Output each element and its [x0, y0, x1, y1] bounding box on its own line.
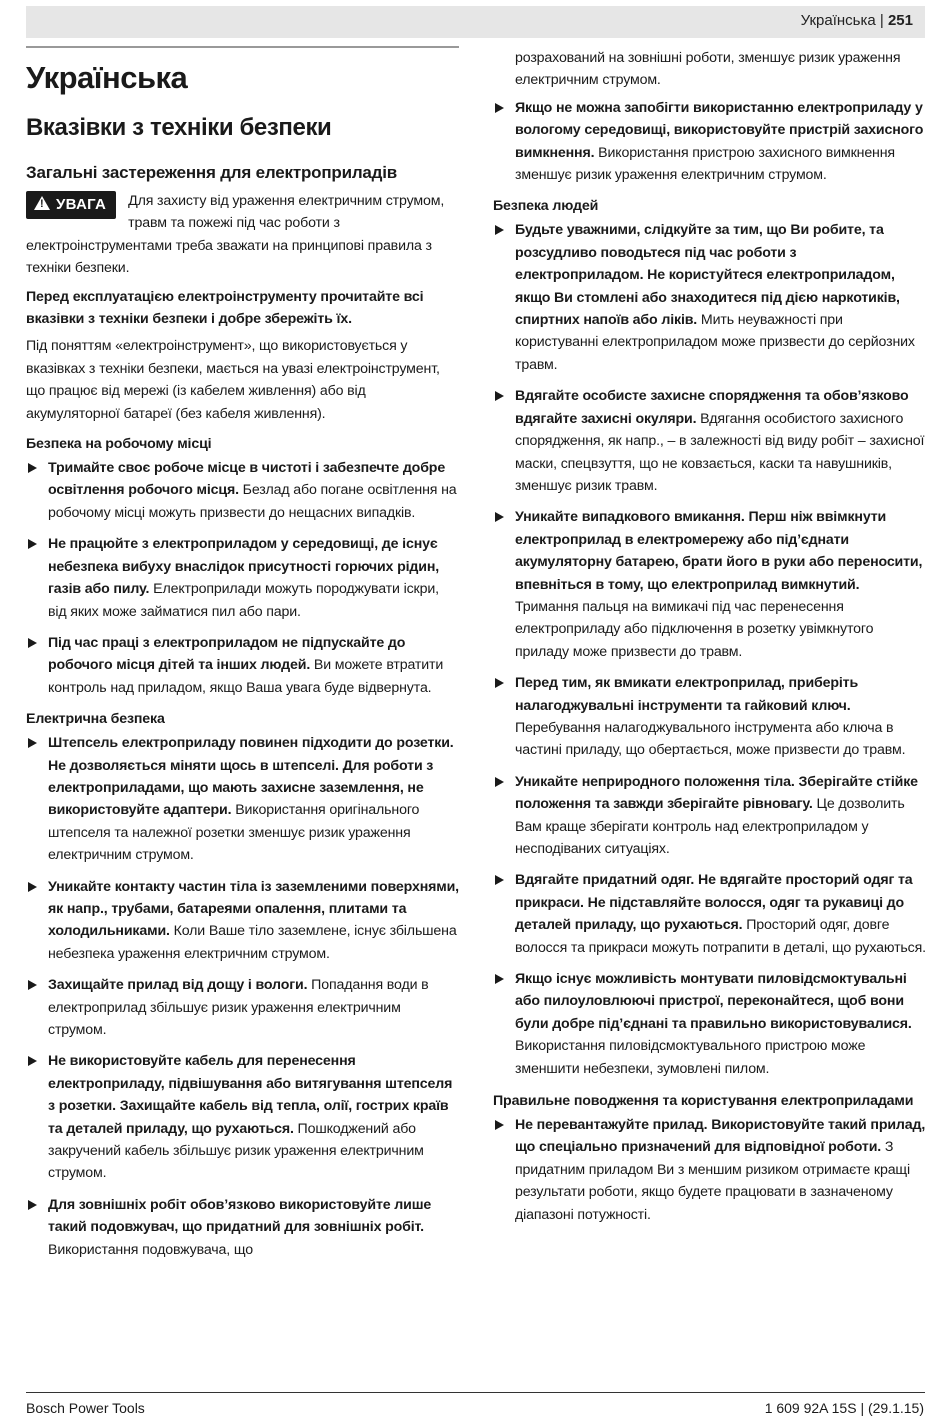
item-bold-text: Уникайте неприродного положення тіла. Зберігайте стійке положення та завжди зберігайте рівновагу. — [515, 773, 918, 813]
page-number: 251 — [887, 12, 913, 29]
title-rule — [26, 46, 459, 48]
warning-badge — [26, 191, 116, 219]
list-item — [26, 732, 459, 866]
warning-text: Для захисту від ураження електричним струмом, травм та пожежі під час роботи з електроінструментами треба зважати на принципові правила з техніки безпеки. — [26, 193, 445, 277]
list-item — [493, 672, 926, 762]
definition-paragraph: Під поняттям «електроінструмент», що використовується у вказівках з техніки безпеки, мається на увазі електроінструмент, що працює від мережі (із кабелем живлення) або від акумуляторної батареї (без кабеля живлення). — [26, 338, 440, 422]
continuation-text: розрахований на зовнішні роботи, зменшує ризик ураження електричним струмом. — [515, 50, 901, 89]
bullet-arrow-icon — [495, 875, 504, 885]
list-item — [26, 533, 459, 623]
item-text: Ви можете втратити контроль над приладом, якщо Ваша увага буде відвернута. — [48, 657, 444, 696]
bullet-arrow-icon — [495, 1120, 504, 1130]
warning-block — [26, 190, 459, 280]
list-item — [26, 457, 459, 524]
workplace-list — [26, 457, 459, 699]
bullet-arrow-icon — [495, 103, 504, 113]
left-column — [26, 46, 459, 1270]
footer-brand: Bosch Power Tools — [26, 1400, 145, 1416]
item-text: Використання подовжувача, що — [48, 1241, 253, 1258]
footer-doc-code: 1 609 92A 15S | (29.1.15) — [764, 1400, 924, 1416]
item-bold-text: Захищайте прилад від дощу і вологи. — [48, 977, 308, 994]
item-text: Це дозволить Вам краще зберігати контроль над електроприладом у несподіваних ситуаціях. — [515, 796, 905, 857]
bullet-arrow-icon — [28, 463, 37, 473]
list-item — [493, 219, 926, 376]
item-bold-text: Вдягайте особисте захисне спорядження та обов’язково вдягайте захисні окуляри. — [515, 388, 909, 427]
electrical-list — [26, 732, 459, 1261]
footer-rule — [26, 1392, 925, 1393]
warning-triangle-icon — [34, 196, 50, 210]
bullet-arrow-icon — [495, 512, 504, 522]
item-text: Пошкоджений або закручений кабель збільшує ризик ураження електричним струмом. — [48, 1120, 424, 1182]
item-text: Електроприлади можуть породжувати іскри, від яких може займатися пил або пари. — [48, 581, 439, 620]
bullet-arrow-icon — [495, 678, 504, 688]
header-text — [801, 12, 913, 29]
item-bold-text: Для зовнішніх робіт обов’язково використовуйте лише такий подовжувач, що придатний для зовнішніх робіт. — [48, 1196, 432, 1236]
item-text: Безлад або погане освітлення на робочому місці можуть призвести до нещасних випадків. — [48, 482, 457, 521]
bullet-arrow-icon — [28, 738, 37, 748]
list-item — [493, 771, 926, 861]
item-text: Коли Ваше тіло заземлене, існує збільшена небезпека ураження електричним струмом. — [48, 923, 457, 962]
list-item — [493, 385, 926, 497]
item-text: Вдягання особистого захисного спорядження, як напр., – в залежності від виду робіт – захисної маски, спецвзуття, що не ковзається, каски та навушників, зменшує ризик травм. — [515, 410, 925, 494]
list-item — [493, 97, 926, 187]
list-item — [26, 1050, 459, 1184]
bullet-arrow-icon — [28, 882, 37, 892]
section-title: Вказівки з техніки безпеки — [26, 114, 332, 141]
list-item — [26, 632, 459, 699]
page-title: Українська — [26, 60, 188, 95]
list-item — [493, 869, 926, 959]
bullet-arrow-icon — [28, 980, 37, 990]
header-language: Українська — [800, 12, 876, 29]
page-header — [26, 6, 925, 38]
bullet-arrow-icon — [495, 391, 504, 401]
item-text: Попадання води в електроприлад збільшує ризик ураження електричним струмом. — [48, 977, 429, 1038]
workplace-heading: Безпека на робочому місці — [26, 436, 212, 453]
item-bold-text: Вдягайте придатний одяг. Не вдягайте просторий одяг та прикраси. Не підставляйте волосся, одяг та рукавиці до деталей приладу, що рухаються. — [515, 872, 913, 934]
item-text: З придатним приладом Ви з меншим ризиком отримаєте кращі результати роботи, якщо будете працювати в зазначеному діапазоні потужності. — [515, 1139, 910, 1223]
handling-list — [493, 1114, 926, 1226]
bullet-arrow-icon — [495, 225, 504, 235]
bullet-arrow-icon — [28, 1200, 37, 1210]
item-bold-text: Штепсель електроприладу повинен підходити до розетки. Не дозволяється міняти щось в штепселі. Для роботи з електроприладами, що мають захисне заземлення, не використовуйте адаптери. — [48, 735, 454, 819]
item-text: Перебування налагоджувального інструмента або ключа в частині приладу, що обертається, може призвести до травм. — [515, 719, 906, 759]
item-text: Мить неуважності при користуванні електроприладом може призвести до серйозних травм. — [515, 312, 915, 373]
item-text: Просторий одяг, довге волосся та прикраси можуть потрапити в деталі, що рухаються. — [515, 917, 926, 956]
people-list — [493, 219, 926, 1080]
list-item — [493, 1114, 926, 1226]
bullet-arrow-icon — [28, 1056, 37, 1066]
list-item — [26, 974, 459, 1041]
item-text: Використання пиловідсмоктувального пристрою може зменшити небезпеки, зумовлені пилом. — [515, 1038, 866, 1077]
item-text: Використання пристрою захисного вимкнення зменшує ризик ураження електричним струмом. — [515, 144, 895, 184]
item-bold-text: Перед тим, як вмикати електроприлад, приберіть налагоджувальні інструменти та гайковий ключ. — [515, 675, 859, 714]
bullet-arrow-icon — [28, 539, 37, 549]
electrical-heading: Електрична безпека — [26, 711, 165, 728]
item-bold-text: Не працюйте з електроприладом у середовищі, де існує небезпека вибуху внаслідок присутності горючих рідин, газів або пилу. — [48, 536, 440, 598]
item-bold-text: Не використовуйте кабель для перенесення електроприладу, підвішування або витягування штепселя з розетки. Захищайте кабель від тепла, олії, гострих країв та деталей приладу, що рухаються. — [48, 1053, 453, 1137]
section-heading: Загальні застереження для електроприладів — [26, 163, 398, 182]
bullet-arrow-icon — [495, 974, 504, 984]
item-bold-text: Не перевантажуйте прилад. Використовуйте такий прилад, що спеціально призначений для відповідної роботи. — [515, 1117, 926, 1156]
item-bold-text: Якщо не можна запобігти використанню електроприладу у вологому середовищі, використовуйте пристрій захисного вимкнення. — [515, 99, 924, 161]
header-separator: | — [879, 12, 884, 29]
list-item — [493, 968, 926, 1080]
warning-badge-label: УВАГА — [56, 196, 107, 213]
item-bold-text: Уникайте контакту частин тіла із заземленими поверхнями, як напр., трубами, батареями опалення, плитами та холодильниками. — [48, 878, 459, 940]
item-bold-text: Тримайте своє робоче місце в чистоті і забезпечте добре освітлення робочого місця. — [48, 460, 446, 499]
list-item — [26, 1194, 459, 1261]
item-bold-text: Будьте уважними, слідкуйте за тим, що Ви робите, та розсудливо поводьтеся під час роботи з електроприладом. Не користуйтеся електроприладом, якщо Ви стомлені або знаходитеся під дією наркотиків, спиртних напоїв або ліків. — [515, 222, 900, 329]
item-text: Використання оригінального штепселя та належної розетки зменшує ризик ураження електричним струмом. — [48, 802, 420, 864]
item-bold-text: Під час праці з електроприладом не підпускайте до робочого місця дітей та інших людей. — [48, 634, 406, 674]
people-heading: Безпека людей — [493, 198, 599, 215]
electrical-list-continued — [493, 97, 926, 187]
bullet-arrow-icon — [495, 777, 504, 787]
right-column — [493, 47, 926, 1235]
bullet-arrow-icon — [28, 638, 37, 648]
list-item — [493, 506, 926, 663]
read-instructions-note: Перед експлуатацією електроінструменту прочитайте всі вказівки з техніки безпеки і добре збережіть їх. — [26, 288, 424, 328]
item-bold-text: Якщо існує можливість монтувати пиловідсмоктувальні або пилоуловлюючі пристрої, переконайтеся, щоб вони були добре під’єднані та правильно використовувалися. — [515, 971, 912, 1032]
handling-heading: Правильне поводження та користування електроприладами — [493, 1093, 914, 1110]
list-item — [26, 876, 459, 966]
item-text: Тримання пальця на вимикачі під час перенесення електроприладу або підключення в розетку увімкнутого приладу може призвести до травм. — [515, 598, 874, 660]
item-bold-text: Уникайте випадкового вмикання. Перш ніж ввімкнути електроприлад в електромережу або під’єднати акумуляторну батарею, брати його в руки або переносити, впевніться в тому, що електроприлад вимкнутий. — [515, 509, 923, 593]
